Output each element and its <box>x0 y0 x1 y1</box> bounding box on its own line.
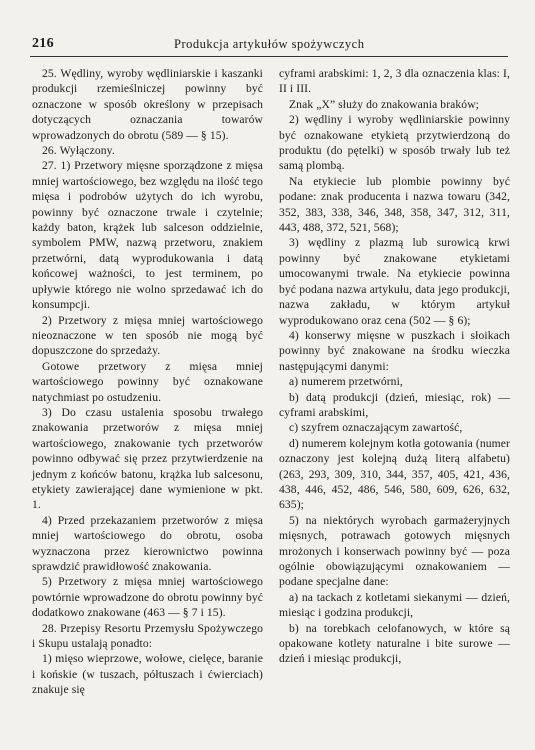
paragraph: 27. 1) Przetwory mięsne sporządzone z mięsa mniej wartościowego, bez względu na ilość tego mięsa i podrobów użytych do ich wyrobu, powinny być oznaczone trwale i czytelnie; każdy baton, krążek lub salceson oddzielnie, symbolem PMW, nazwą przetworu, znakiem przetwórni, datą wyprodukowania i datą końcowej ważności, to jest terminem, po upływie którego nie wolno sprzedawać ich do konsumpcji. <box>32 159 263 312</box>
page-header <box>30 36 508 57</box>
paragraph: 3) Do czasu ustalenia sposobu trwałego znakowania przetworów z mięsa mniej wartościowego, znakowanie tych przetworów powinno odbywać się przez przytwierdzenie na jednym z końców batonu, krążka lub salcesonu, etykiety zawierającej dane wymienione w pkt. 1. <box>32 405 263 512</box>
paragraph: d) numerem kolejnym kotła gotowania (numer oznaczony jest kolejną dużą literą alfabetu) (263, 293, 309, 310, 344, 357, 405, 421, 436, 438, 446, 452, 486, 546, 580, 609, 626, 632, 635); <box>279 436 510 512</box>
running-title: Produkcja artykułów spożywczych <box>174 37 365 51</box>
paragraph: Znak „X” służy do znakowania braków; <box>289 97 479 111</box>
paragraph: 2) Przetwory z mięsa mniej wartościowego nieoznaczone w ten sposób nie mogą być dopuszczone do sprzedaży. <box>32 313 263 358</box>
paragraph: Na etykiecie lub plombie powinny być podane: znak producenta i nazwa towaru (342, 352, 383, 338, 346, 348, 358, 347, 312, 311, 443, 488, 372, 521, 568); <box>279 174 510 235</box>
paragraph: 5) Przetwory z mięsa mniej wartościowego powtórnie wprowadzone do obrotu powinny być dodatkowo znakowane (463 — § 7 i 15). <box>32 575 263 620</box>
paragraph: 4) konserwy mięsne w puszkach i słoikach powinny być znakowane na środku wieczka następującymi danymi: <box>279 328 510 373</box>
paragraph: 5) na niektórych wyrobach garmażeryjnych mięsnych, potrawach gotowych mięsnych mrożonych i konserwach powinny być — poza ogólnie obowiązującymi oznakowaniem — podane specjalne dane: <box>279 513 510 589</box>
paragraph: b) datą produkcji (dzień, miesiąc, rok) — cyframi arabskimi, <box>279 390 510 419</box>
paragraph: cyframi arabskimi: 1, 2, 3 dla oznaczenia klas: I, II i III. <box>279 67 510 96</box>
paragraph: 3) wędliny z plazmą lub surowicą krwi powinny być znakowane etykietami umocowanymi trwale. Na etykiecie powinna być podana nazwa artykułu, data jego produkcji, nazwa zakładu, w którym artykuł wyprodukowano oraz cena (502 — § 6); <box>279 236 510 327</box>
left-column <box>32 66 263 698</box>
right-column <box>279 66 510 667</box>
paragraph: 26. Wyłączony. <box>42 144 115 158</box>
paragraph: b) na torebkach celofanowych, w które są opakowane kotlety naturalne i bite surowe — dzień i miesiąc produkcji, <box>279 621 510 666</box>
paragraph: a) na tackach z kotletami siekanymi — dzień, miesiąc i godzina produkcji, <box>279 590 510 620</box>
paragraph: a) numerem przetwórni, <box>289 375 403 389</box>
paragraph: 25. Wędliny, wyroby wędliniarskie i kaszanki produkcji rzemieślniczej powinny być oznaczone w sposób określony w przepisach dotyczących oznaczania towarów wprowadzonych do obrotu (589 — § 15). <box>32 67 263 142</box>
paragraph: 2) wędliny i wyroby wędliniarskie powinny być oznakowane etykietą przytwierdzoną do produktu (do pętelki) w sposób trwały lub też samą plombą. <box>279 113 510 173</box>
paragraph: c) szyfrem oznaczającym zawartość, <box>289 421 463 435</box>
paragraph: Gotowe przetwory z mięsa mniej wartościowego powinny być oznakowane natychmiast po ostudzeniu. <box>32 359 263 404</box>
paragraph: 28. Przepisy Resortu Przemysłu Spożywczego i Skupu ustalają ponadto: <box>32 621 263 651</box>
paragraph: 4) Przed przekazaniem przetworów z mięsa mniej wartościowego do obrotu, osoba wyznaczona przez kierownictwo powinna sprawdzić prawidłowość znakowania. <box>32 513 263 573</box>
paragraph: 1) mięso wieprzowe, wołowe, cielęce, baranie i końskie (w tuszach, półtuszach i ćwierciach) znakuje się <box>32 652 263 697</box>
page-number: 216 <box>32 36 54 51</box>
